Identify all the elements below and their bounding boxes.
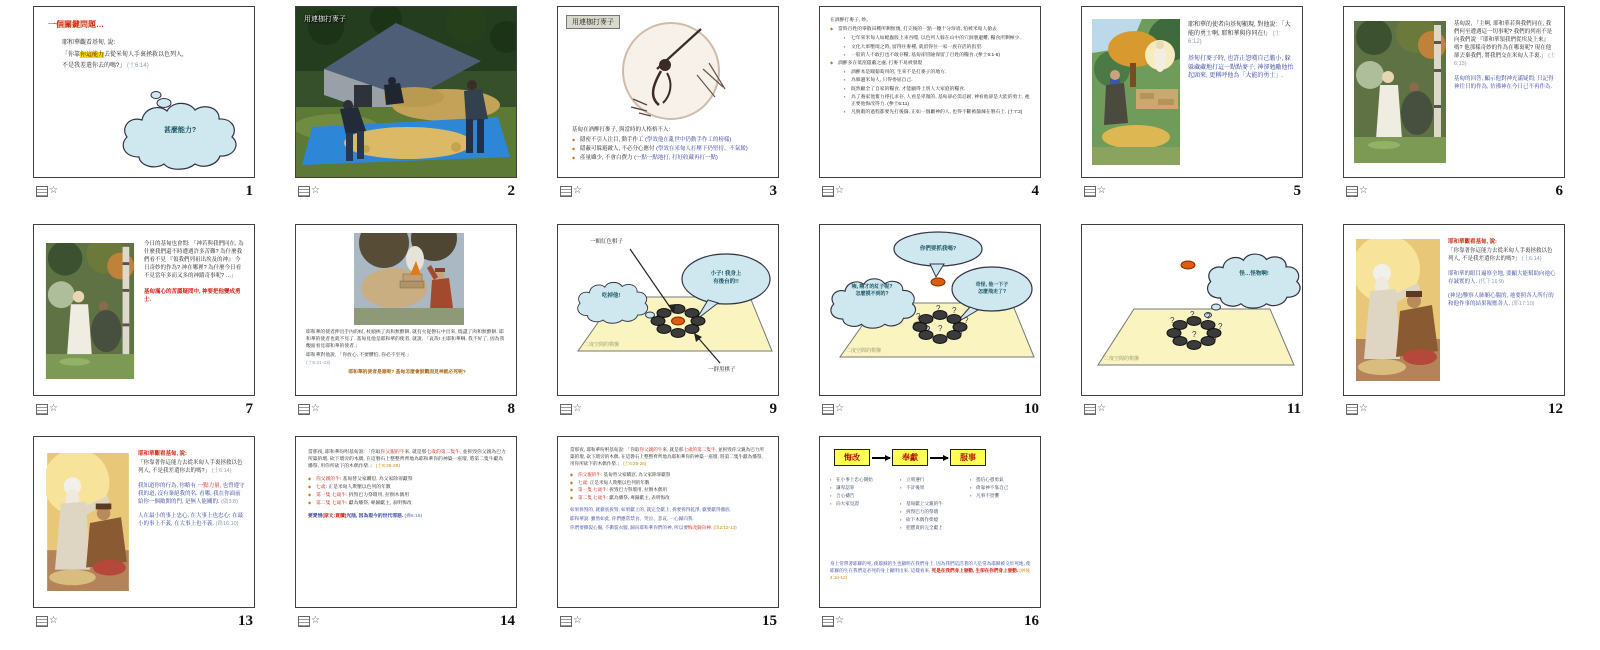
transition-icon[interactable] xyxy=(822,404,844,415)
slide10-top-bubble-text: 你們要抓我嗎? xyxy=(919,246,957,252)
svg-text:?: ? xyxy=(916,312,921,321)
transition-icon[interactable] xyxy=(36,186,58,197)
slide9-bubble-text: 小子! 我身上 有後台的!! xyxy=(710,271,742,285)
slide-thumbnail-13[interactable] xyxy=(33,436,255,608)
offering-fire-painting xyxy=(354,233,464,325)
board-label: 二度空間的棋盤 xyxy=(1104,356,1140,362)
slide-thumbnail-5[interactable] xyxy=(1081,6,1303,178)
slide1-highlight: 你這能力 xyxy=(80,51,105,58)
slide6-text: 基甸說, 「主啊, 耶和華若與我們同在, 我們何至遭遇這一切事呢? 我們的列祖不是向我們說 『耶和華領我們從埃及上來』嗎? 他那樣奇妙的作為在哪裏呢? 現在他卻丟棄我們, 將我們交在米甸人手裏.」 (士6:13) 基甸的回答, 顯示他對神充滿疑問; 只記得神往日的作為, 彷彿神在今日已不再作為. xyxy=(1454,21,1556,90)
slide2-caption: 用連枷打麥子 xyxy=(304,16,346,23)
bullet-item: ◆ 七歲: 正是米甸人欺壓以色列的年數 xyxy=(308,484,506,491)
svg-text:?: ? xyxy=(938,324,943,333)
slide-thumbnail-7[interactable] xyxy=(33,224,255,396)
slide-thumbnail-2[interactable] xyxy=(295,6,517,178)
board-label: 二度空間的棋盤 xyxy=(846,348,882,354)
star-icon: ☆ xyxy=(49,615,58,626)
slide1-cloud-text: 甚麼能力? xyxy=(163,127,197,134)
mini-slide-icon xyxy=(822,404,834,415)
star-icon: ☆ xyxy=(835,403,844,414)
slide-thumbnail-6[interactable] xyxy=(1343,6,1565,178)
slide13-text: 耶和華觀看基甸, 說: 「你靠著你這能力去從米甸人手裏拯救以色列人, 不是我差遣你去的嗎?」 (士6:14) 我知道你的行為, 你略有 一點力量, 也曾遵守我的道, 沒有棄絕我的名. 看哪, 我在你面前給你一個敞開的門, 是無人能關的. (啟3:8) 人在最小的事上忠心, 在大事上也忠心; 在最小的事上不義, 在大事上也不義. (路16:10) xyxy=(138,451,245,527)
star-icon: ☆ xyxy=(311,615,320,626)
transition-icon[interactable] xyxy=(560,186,582,197)
svg-text:?: ? xyxy=(1206,312,1211,321)
transition-icon[interactable] xyxy=(298,186,320,197)
slide1-quote-pre: 「你靠 xyxy=(62,51,81,58)
slide-cell-1 xyxy=(33,6,255,202)
svg-text:?: ? xyxy=(1218,322,1223,331)
bullet-item: ◆ 第一隻 七歲牛: 拆毀巴力祭壇用, 拉倒木偶用 xyxy=(570,487,768,494)
mini-slide-icon xyxy=(822,186,834,197)
slide-cell-12 xyxy=(1343,224,1565,420)
flow-box-serve: 服事 xyxy=(950,449,986,466)
mini-slide-icon xyxy=(560,404,572,415)
transition-icon[interactable] xyxy=(298,404,320,415)
black-group-label: 一群黑棋子 xyxy=(708,367,736,373)
slide-number: 15 xyxy=(762,612,777,629)
mini-slide-icon xyxy=(36,404,48,415)
slide-number: 1 xyxy=(245,182,253,199)
slide9-cloud-text: 吃掉他! xyxy=(601,293,621,299)
bullet-item: ◆ 酒醡多在低窪隱蔽之處, 打麥不易被發現 ▪ 酒醡本是踹葡萄用的, 生來不是打麥子的地方. ▪ 為躲避米甸人, 只得委屈自己. ▪ 既然顧全了自家的糧食, 才能顧得上別人大家庭的糧食. ▪ 為了養家他奮力掙扎求存, 人看是卑微的, 基甸卻必需忍耐, 神看他卻是大能的勇士, 祂正要他悔改得力. (參士6:11) ▪ 凡脫穀的過程都要先打後篩, 正如一個屬神的人, 也得不斷被篩煉在磐石上. (士7:2) xyxy=(830,60,1032,116)
transition-icon[interactable] xyxy=(36,404,58,415)
slide8-text: 耶和華的使者伸出手內的杖, 杖頭挨了肉和無酵餅, 就有火從磐石中出來, 燒盡了肉和無酵餅. 耶和華的使者也就不見了. 基甸見他是耶和華的使者, 就說, 「哀哉! 主耶和華啊, 我不好了, 因為我覿面看見耶和華的使者.」 耶和華對他說, 「你放心, 不要懼怕, 你必不至死.」 (士6:21-23) 耶和華的使者是誰呢? 基甸怎麼會說覿面見神就必死呢? xyxy=(306,330,505,375)
slide4-text xyxy=(830,17,1032,117)
slide5-text: 耶和華的使者向基甸顯現, 對他說: 「大能的勇士啊, 耶和華與你同在!」 (士6:12) 基甸打麥子時, 也許正怨嘆自己膽小, 躲躲藏藏地打這一點點麥子; 神卻勉勵他抬起頭來, 更稱呼他為「大能的勇士」. xyxy=(1188,22,1294,80)
star-icon: ☆ xyxy=(49,403,58,414)
mini-slide-icon xyxy=(822,616,834,627)
slide-number: 16 xyxy=(1024,612,1039,629)
slide1-title: 一個關鍵問題… xyxy=(48,20,104,29)
slide3-text xyxy=(572,127,766,164)
mini-slide-icon xyxy=(36,616,48,627)
slide11-cloud-text: 怪…怪物啊! xyxy=(1239,271,1269,277)
slide-number: 11 xyxy=(1286,400,1301,417)
mini-slide-icon xyxy=(1084,186,1096,197)
slide10-cloud-text: 咦, 剛才的紅子呢? 怎麼摸不到的? xyxy=(851,284,893,297)
star-icon: ☆ xyxy=(311,185,320,196)
slide1-ref: (士6:14) xyxy=(127,63,149,70)
slide-number: 14 xyxy=(500,612,515,629)
bullet-item: ◆ 你父親的牛: 基甸替父家贖愆, 為父家除罪獻祭 xyxy=(570,472,768,479)
slide-cell-13 xyxy=(33,436,255,632)
flow-box-repent: 悔改 xyxy=(834,449,870,466)
slide10-right-bubble-text: 奇怪, 他一下子 怎麼飛走了? xyxy=(975,282,1009,295)
chessboard-diagram xyxy=(1082,225,1302,395)
mini-slide-icon xyxy=(1084,404,1096,415)
slide-cell-9 xyxy=(557,224,779,420)
svg-text:?: ? xyxy=(1190,310,1195,319)
star-icon: ☆ xyxy=(835,615,844,626)
bullet-item: ◆ 第二隻 七歲牛: 獻為燔祭, 專歸獻主, 表明悔改 xyxy=(570,495,768,502)
star-icon: ☆ xyxy=(573,403,582,414)
mini-slide-icon xyxy=(560,616,572,627)
gideon-angel-forest-painting xyxy=(1354,21,1446,163)
arrow-icon xyxy=(872,457,890,459)
angel-commission-illustration xyxy=(1356,239,1440,381)
bullet-item: ◆ 產量雖少, 不會白費力 (一點一點地打, 打好收藏再打一點) xyxy=(572,155,766,163)
slide-number: 13 xyxy=(238,612,253,629)
slide-thumbnail-3[interactable] xyxy=(557,6,779,178)
column-repent: ▪ 在小事上忠心開始 ▪ 謙卑認罪 ▪ 合心禱告 ▪ 向大家見證 xyxy=(830,477,894,533)
slide-number: 9 xyxy=(769,400,777,417)
slide-number: 6 xyxy=(1555,182,1563,199)
chessboard-diagram xyxy=(558,225,778,395)
bullet-item: ◆ 隱蔽可躲避敵人, 不必分心應付 (學效在米甸人打壓下仍堅持、不氣餒) xyxy=(572,146,766,154)
slide-thumbnail-16[interactable] xyxy=(819,436,1041,608)
slide-cell-6 xyxy=(1343,6,1565,202)
transition-icon[interactable] xyxy=(822,186,844,197)
slide-cell-8 xyxy=(295,224,517,420)
slide3-intro: 基甸在酒醡打麥子, 與當時的人格格不入: xyxy=(572,127,671,133)
mini-slide-icon xyxy=(1346,404,1358,415)
star-icon: ☆ xyxy=(1097,185,1106,196)
flow-box-offer: 奉獻 xyxy=(892,449,928,466)
slide-cell-7 xyxy=(33,224,255,420)
angel-commission-illustration xyxy=(46,453,130,591)
bullet-item: ◆ 七歲: 正是米甸人欺壓以色列的年數 xyxy=(570,480,768,487)
svg-text:?: ? xyxy=(936,304,941,313)
mini-slide-icon xyxy=(298,616,310,627)
star-icon: ☆ xyxy=(573,185,582,196)
threshing-sketch xyxy=(613,21,728,123)
mini-slide-icon xyxy=(298,186,310,197)
slide-thumbnail-10[interactable] xyxy=(819,224,1041,396)
slide-thumbnail-12[interactable] xyxy=(1343,224,1565,396)
slide-cell-3 xyxy=(557,6,779,202)
slide-cell-14 xyxy=(295,436,517,632)
slide-number: 8 xyxy=(507,400,515,417)
slide-number: 10 xyxy=(1024,400,1039,417)
slide-number: 7 xyxy=(245,400,253,417)
bullet-item: ◆ 第一隻 七歲牛: 拆毀巴力祭壇用, 拉倒木偶用 xyxy=(308,492,506,499)
slide4-line1: 在酒醡打麥子, 妙。 xyxy=(830,18,872,23)
star-icon: ☆ xyxy=(573,615,582,626)
slide-cell-16 xyxy=(819,436,1041,632)
star-icon: ☆ xyxy=(1359,403,1368,414)
threshing-photo xyxy=(296,7,516,177)
transition-icon[interactable] xyxy=(36,616,58,627)
slide3-caption: 用連枷打麥子 xyxy=(566,15,620,29)
slide12-text: 耶和華觀看基甸, 說: 「你靠著你這能力去從米甸人手裏拯救以色列人, 不是我差遣你去的嗎?」 (士6:14) 耶和華的眼目遍察全地, 要顯大能幫助向祂心存誠實的人. (代下16:9) (神是)鑒察人肺腑心腸的, 祂要照各人所行的和他作事的結果報應各人. (耶17:10) xyxy=(1448,239,1556,307)
star-icon: ☆ xyxy=(1097,403,1106,414)
slide-thumbnail-15[interactable] xyxy=(557,436,779,608)
transition-icon[interactable] xyxy=(1084,404,1106,415)
transition-icon[interactable] xyxy=(822,616,844,627)
mini-slide-icon xyxy=(1346,186,1358,197)
transition-icon[interactable] xyxy=(560,616,582,627)
mini-slide-icon xyxy=(36,186,48,197)
slide-cell-15 xyxy=(557,436,779,632)
svg-text:?: ? xyxy=(952,306,957,315)
slide-number: 4 xyxy=(1031,182,1039,199)
star-icon: ☆ xyxy=(311,403,320,414)
flow-diagram xyxy=(834,449,1030,466)
slide1-quote-mid: 去從米甸人手裏拯救以色列人, xyxy=(104,51,184,58)
svg-text:?: ? xyxy=(1212,336,1217,345)
slide-cell-2 xyxy=(295,6,517,202)
bullet-item: ◆ 第二隻 七歲牛: 獻為燔祭, 專歸獻主, 表明悔改 xyxy=(308,500,506,507)
svg-text:?: ? xyxy=(1192,330,1197,339)
board-label: 二度空間的棋盤 xyxy=(584,342,620,348)
arrow-icon xyxy=(930,457,948,459)
bullet-item: ◆ 隱密不引人注目, 動手作工 (學效他在亂世中仍動手作工的榜樣) xyxy=(572,137,766,145)
red-piece-label: 一顆紅色棋子 xyxy=(590,239,624,245)
slide-thumbnail-9[interactable] xyxy=(557,224,779,396)
slide-cell-5 xyxy=(1081,6,1303,202)
gideon-angel-painting xyxy=(1092,19,1180,165)
transition-icon[interactable] xyxy=(560,404,582,415)
slide14-text: 當那夜, 耶和華吩咐基甸說: 「你取你父親的牛來, 就是那七歲的第二隻牛, 並拆毀你父親為巴力所築的壇, 砍下壇旁的木偶, 在這磐石上整整齊齊地為耶和華你的神築一座壇, 將第二隻牛獻為燔祭, 用你所砍下的木偶作柴.」 (士6:25-26) ◆ 你父親的牛: 基甸替父家贖愆, 為父家除罪獻祭 ◆ 七歲: 正是米甸人欺壓以色列的年數 ◆ 第一隻 七歲牛: 拆毀巴力祭壇用, 拉倒木偶用 ◆ 第二隻 七歲牛: 獻為燔祭, 專歸獻主, 表明悔改 要愛惜(原文:買贖)光陰, 因為現今的世代邪惡. (弗5:16) xyxy=(308,449,506,525)
slide-cell-10 xyxy=(819,224,1041,420)
bullet-item: ◆ 你父親的牛: 基甸替父家贖愆, 為父家除罪獻祭 xyxy=(308,476,506,483)
bullet-item: ◆ 當時百姓的零散田穫所剩無幾, 打完後的一點一穗十分珍貴, 怕被米甸人搶去 ▪ 七年來米甸人如蝗蟲般上來吞噬, 以色列人躲在山中的穴洞裏避難, 糧食所剩極少. ▪ 文化大軍壓境之時, 留得住麥種, 就留得住一家一族存活的指望. ▪ 一般的人不敢打也不敢存糧, 基甸卻冒險保留了百姓的糧食. (參士6:1-6) xyxy=(830,26,1032,59)
slide-number: 12 xyxy=(1548,400,1563,417)
mini-slide-icon xyxy=(298,404,310,415)
slide7-text: 今日的基甸也會問: 「神若與我們同在, 為什麼我們還不時遭遇許多苦難? 為什麼我們看不見 『領我們列祖出埃及的神』 今日奇妙的作為? 神在哪裡? 為什麼今日看不見當年多而又多的神蹟奇事呢? …」 基甸滿心的苦澀疑問中, 神要把他變成勇士. xyxy=(144,241,244,303)
slide1-line3: 不是我差遣你去的嗎?」 xyxy=(62,63,126,70)
star-icon: ☆ xyxy=(835,185,844,196)
slide-thumbnail-8[interactable] xyxy=(295,224,517,396)
svg-text:?: ? xyxy=(964,316,969,325)
gideon-angel-forest-painting xyxy=(44,243,136,379)
slide-number: 3 xyxy=(769,182,777,199)
slide-number: 2 xyxy=(507,182,515,199)
slide-thumbnail-4[interactable] xyxy=(819,6,1041,178)
transition-icon[interactable] xyxy=(1346,404,1368,415)
slide-cell-11 xyxy=(1081,224,1303,420)
slide15-text: 當那夜, 耶和華吩咐基甸說: 「你取你父親的牛來, 就是那七歲的第二隻牛, 並拆毀你父親為巴力所築的壇, 砍下壇旁的木偶, 在這磐石上整整齊齊地為耶和華你的神築一座壇, 將第二隻牛獻為燔祭, 用你所砍下的木偶作柴.」 (士6:25-26) ◆ 你父親的牛: 基甸替父家贖愆, 為父家除罪獻祭 ◆ 七歲: 正是米甸人欺壓以色列的年數 ◆ 第一隻 七歲牛: 拆毀巴力祭壇用, 拉倒木偶用 ◆ 第二隻 七歲牛: 獻為燔祭, 專歸獻主, 表明悔改 如果拆毀的, 就徹底拆毀; 如果獻上的, 就完全獻上; 拆要拆得乾淨, 獻要獻得徹底. 耶和華說: 雖然如此, 你們應當禁食、哭泣、悲哀, 一心歸向我. 你們要撕裂心腸, 不撕裂衣服, 歸向耶和華你們的神, 所以要悔改歸向神. (珥2:12-13) xyxy=(570,447,768,536)
transition-icon[interactable] xyxy=(1346,186,1368,197)
svg-text:?: ? xyxy=(958,330,963,339)
transition-icon[interactable] xyxy=(298,616,320,627)
transition-icon[interactable] xyxy=(1084,186,1106,197)
slide-thumbnail-14[interactable] xyxy=(295,436,517,608)
flow-columns xyxy=(830,477,1034,533)
slide1-body xyxy=(62,39,242,71)
slide1-line1: 耶和華觀看基甸, 說: xyxy=(62,40,116,46)
slide-thumbnail-1[interactable] xyxy=(33,6,255,178)
slide-cell-4 xyxy=(819,6,1041,202)
column-serve: ▪ 憑信心憑勇氣 ▪ 倚靠神不靠自己 ▪ 凡事不畏懼 xyxy=(970,477,1034,533)
star-icon: ☆ xyxy=(49,185,58,196)
svg-text:?: ? xyxy=(1170,316,1175,325)
star-icon: ☆ xyxy=(1359,185,1368,196)
slide-number: 5 xyxy=(1293,182,1301,199)
slide-thumbnail-11[interactable] xyxy=(1081,224,1303,396)
mini-slide-icon xyxy=(560,186,572,197)
column-offer: ▪ 立刻遵行 ▪ 不計後果 ▪ 基甸獻上父親的牛 ▪ 拆毀巴力的祭壇 ▪ 砍下木偶作柴燒 ▪ 把寶貴的完全獻上 xyxy=(900,477,964,533)
slide16-bottom-text: 身上常帶著耶穌的死, 使耶穌的生也顯明在我們身上. 因為我們這活著的人是常為耶穌被交於死地, 使耶穌的生在我們這必死的身上顯明出來. 這樣看來, 死是在我們身上發動, 生卻在你們身上發動. (林後4:10-12) xyxy=(830,561,1031,580)
